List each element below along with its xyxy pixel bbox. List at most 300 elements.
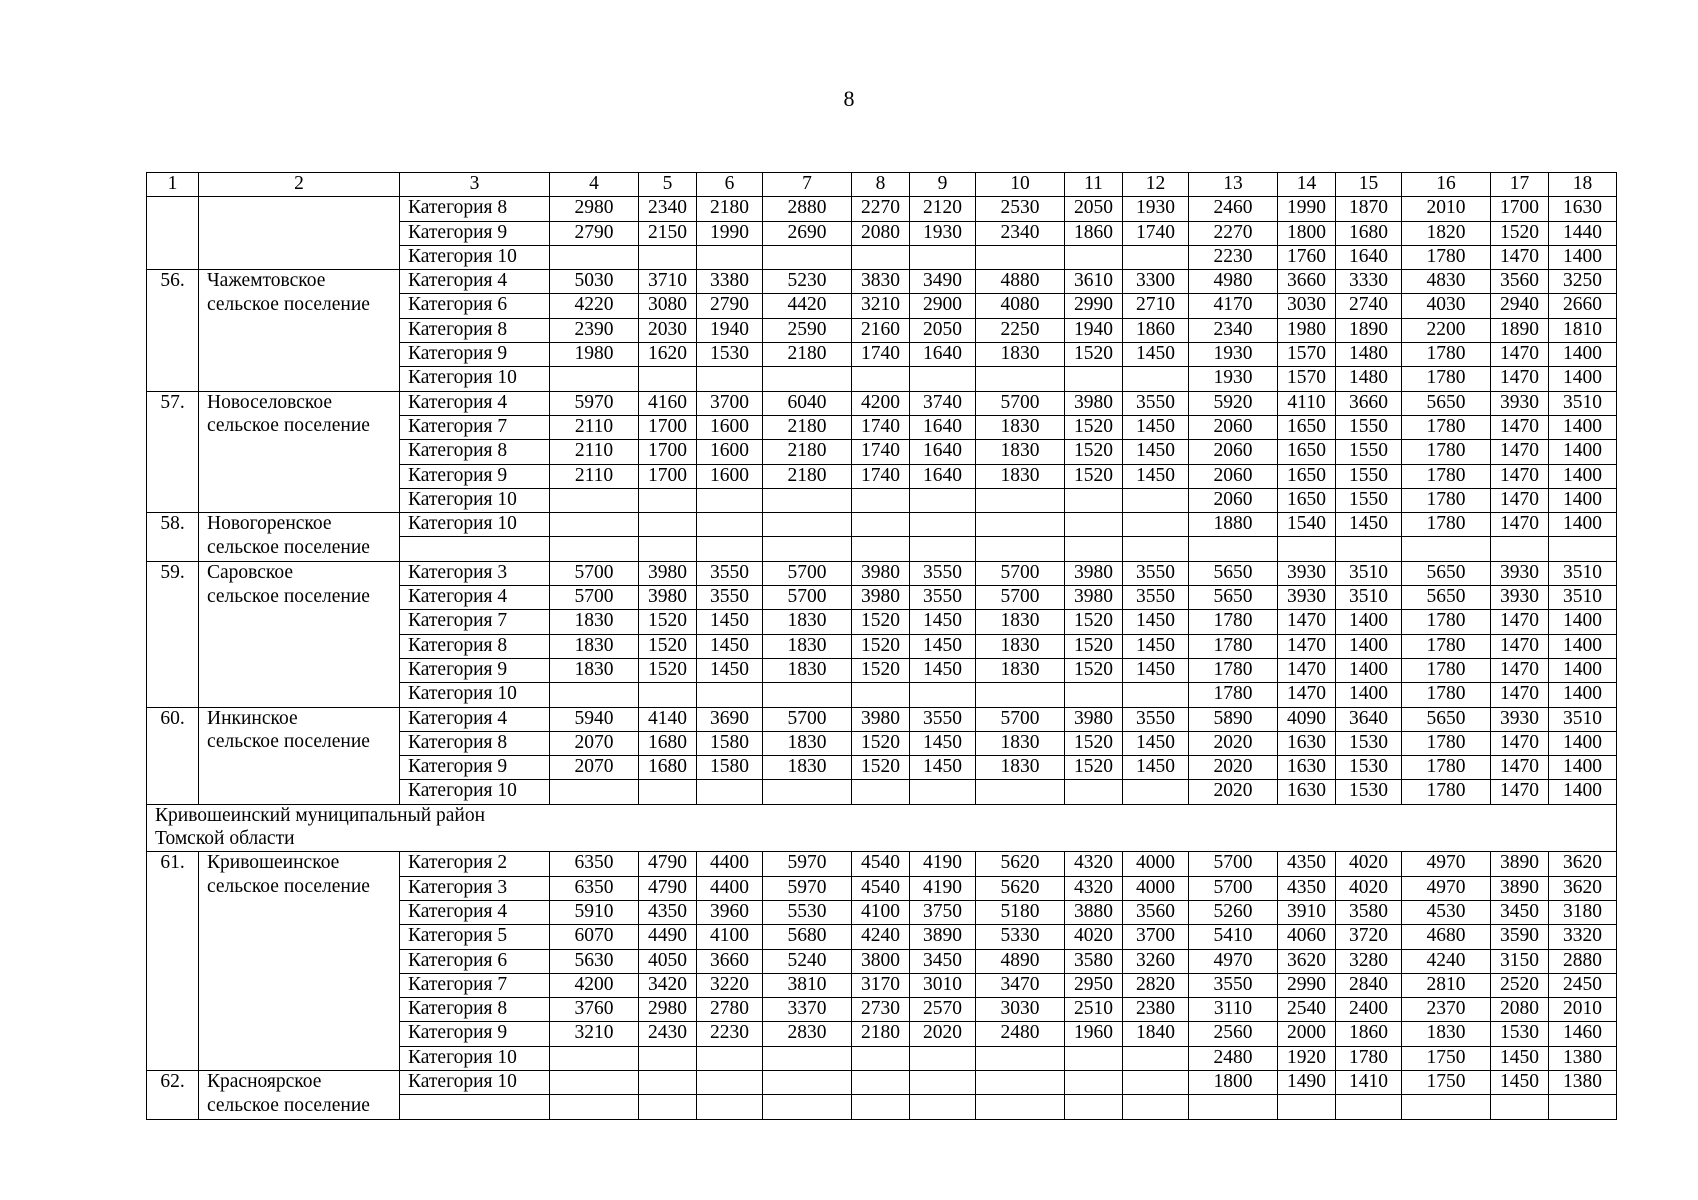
value-cell	[852, 513, 910, 537]
value-cell: 2590	[763, 318, 852, 342]
value-cell: 2070	[550, 756, 639, 780]
category-label: Категория 8	[400, 998, 550, 1022]
value-cell: 5530	[763, 900, 852, 924]
row-number	[147, 949, 199, 973]
row-number: 62.	[147, 1070, 199, 1094]
table-row	[147, 513, 1617, 537]
value-cell: 1440	[1549, 221, 1617, 245]
value-cell	[697, 245, 763, 269]
value-cell: 1520	[852, 634, 910, 658]
value-cell: 3890	[1491, 852, 1549, 876]
region-title: Кривошеинский муниципальный район	[147, 804, 1617, 828]
value-cell: 1450	[910, 634, 976, 658]
table-row	[147, 900, 1617, 924]
category-label: Категория 10	[400, 1046, 550, 1070]
category-label: Категория 4	[400, 707, 550, 731]
value-cell: 1400	[1549, 488, 1617, 512]
value-cell: 3450	[910, 949, 976, 973]
value-cell: 5700	[763, 586, 852, 610]
page-number: 8	[843, 86, 855, 111]
value-cell	[550, 488, 639, 512]
value-cell: 1640	[910, 464, 976, 488]
row-number	[147, 658, 199, 682]
value-cell: 3510	[1549, 707, 1617, 731]
value-cell: 1530	[1336, 780, 1402, 804]
value-cell: 1830	[976, 440, 1065, 464]
settlement-name	[199, 221, 400, 245]
value-cell: 2180	[763, 464, 852, 488]
value-cell: 2070	[550, 731, 639, 755]
value-cell: 1400	[1549, 367, 1617, 391]
value-cell: 3640	[1336, 707, 1402, 731]
value-cell: 3550	[1123, 586, 1189, 610]
value-cell: 1470	[1491, 513, 1549, 537]
value-cell: 1470	[1491, 415, 1549, 439]
value-cell: 1780	[1402, 780, 1491, 804]
value-cell	[1065, 1095, 1123, 1119]
table-row	[147, 876, 1617, 900]
settlement-name: Инкинское	[199, 707, 400, 731]
table-row	[147, 780, 1617, 804]
value-cell: 1830	[550, 634, 639, 658]
category-label: Категория 9	[400, 464, 550, 488]
value-cell	[976, 683, 1065, 707]
settlement-name	[199, 343, 400, 367]
value-cell: 3660	[1336, 391, 1402, 415]
settlement-name	[199, 634, 400, 658]
row-number	[147, 318, 199, 342]
value-cell: 4970	[1189, 949, 1278, 973]
value-cell: 1860	[1336, 1022, 1402, 1046]
value-cell: 2560	[1189, 1022, 1278, 1046]
value-cell: 4140	[639, 707, 697, 731]
value-cell: 2380	[1123, 998, 1189, 1022]
value-cell	[697, 683, 763, 707]
row-number	[147, 294, 199, 318]
value-cell: 3150	[1491, 949, 1549, 973]
value-cell: 3760	[550, 998, 639, 1022]
table-row	[147, 949, 1617, 973]
category-label: Категория 10	[400, 513, 550, 537]
value-cell: 1830	[763, 756, 852, 780]
value-cell	[910, 245, 976, 269]
table-row	[147, 488, 1617, 512]
value-cell: 3620	[1549, 876, 1617, 900]
category-label: Категория 10	[400, 488, 550, 512]
settlement-name	[199, 658, 400, 682]
value-cell	[1549, 537, 1617, 561]
settlement-name	[199, 756, 400, 780]
table-row	[147, 343, 1617, 367]
value-cell: 1800	[1278, 221, 1336, 245]
value-cell: 2880	[763, 197, 852, 221]
row-number: 58.	[147, 513, 199, 537]
value-cell	[550, 1095, 639, 1119]
table-row	[147, 658, 1617, 682]
value-cell: 1620	[639, 343, 697, 367]
value-cell: 1990	[1278, 197, 1336, 221]
value-cell: 3250	[1549, 270, 1617, 294]
category-label: Категория 4	[400, 391, 550, 415]
value-cell	[910, 367, 976, 391]
value-cell	[763, 367, 852, 391]
value-cell: 3080	[639, 294, 697, 318]
value-cell: 4030	[1402, 294, 1491, 318]
value-cell	[852, 245, 910, 269]
value-cell: 5260	[1189, 900, 1278, 924]
value-cell: 2060	[1189, 415, 1278, 439]
table-row	[147, 440, 1617, 464]
value-cell	[976, 245, 1065, 269]
value-cell: 4530	[1402, 900, 1491, 924]
value-cell	[1189, 1095, 1278, 1119]
value-cell: 1930	[910, 221, 976, 245]
value-cell	[910, 1046, 976, 1070]
value-cell: 3170	[852, 973, 910, 997]
value-cell: 1470	[1491, 658, 1549, 682]
value-cell: 4540	[852, 852, 910, 876]
value-cell	[763, 513, 852, 537]
settlement-name	[199, 440, 400, 464]
value-cell: 5650	[1402, 391, 1491, 415]
value-cell: 4790	[639, 852, 697, 876]
row-number	[147, 998, 199, 1022]
table-row	[147, 197, 1617, 221]
category-label: Категория 9	[400, 1022, 550, 1046]
value-cell: 1890	[1336, 318, 1402, 342]
value-cell: 3660	[697, 949, 763, 973]
value-cell: 1890	[1491, 318, 1549, 342]
value-cell: 4170	[1189, 294, 1278, 318]
value-cell	[639, 367, 697, 391]
value-cell: 1650	[1278, 415, 1336, 439]
value-cell: 1780	[1402, 415, 1491, 439]
value-cell	[639, 488, 697, 512]
value-cell: 2530	[976, 197, 1065, 221]
value-cell: 3700	[697, 391, 763, 415]
table-row	[147, 318, 1617, 342]
value-cell: 4540	[852, 876, 910, 900]
settlement-name	[199, 949, 400, 973]
value-cell: 1780	[1402, 634, 1491, 658]
region-section	[147, 804, 1617, 852]
value-cell: 1830	[976, 658, 1065, 682]
table-row	[147, 245, 1617, 269]
value-cell: 3610	[1065, 270, 1123, 294]
category-label: Категория 7	[400, 610, 550, 634]
value-cell: 5240	[763, 949, 852, 973]
value-cell: 4400	[697, 852, 763, 876]
value-cell: 6350	[550, 876, 639, 900]
value-cell	[1123, 1070, 1189, 1094]
value-cell: 5620	[976, 852, 1065, 876]
value-cell: 1470	[1491, 440, 1549, 464]
value-cell: 1930	[1189, 343, 1278, 367]
value-cell: 3620	[1549, 852, 1617, 876]
value-cell	[976, 780, 1065, 804]
value-cell: 2520	[1491, 973, 1549, 997]
value-cell: 3550	[910, 586, 976, 610]
category-label: Категория 10	[400, 367, 550, 391]
value-cell: 1470	[1278, 658, 1336, 682]
column-number-10: 10	[976, 173, 1065, 197]
value-cell	[1402, 1095, 1491, 1119]
value-cell: 2480	[1189, 1046, 1278, 1070]
value-cell: 1640	[910, 440, 976, 464]
value-cell: 1400	[1549, 634, 1617, 658]
value-cell: 3550	[697, 561, 763, 585]
value-cell	[910, 488, 976, 512]
value-cell: 3370	[763, 998, 852, 1022]
category-label: Категория 6	[400, 294, 550, 318]
value-cell: 3550	[1123, 391, 1189, 415]
settlement-group	[147, 270, 1617, 391]
value-cell	[852, 1046, 910, 1070]
value-cell: 1570	[1278, 343, 1336, 367]
value-cell	[976, 537, 1065, 561]
value-cell: 1550	[1336, 440, 1402, 464]
value-cell	[1123, 683, 1189, 707]
value-cell: 3550	[697, 586, 763, 610]
value-cell: 4970	[1402, 852, 1491, 876]
value-cell: 2270	[1189, 221, 1278, 245]
value-cell	[852, 683, 910, 707]
value-cell	[763, 1070, 852, 1094]
value-cell	[852, 1070, 910, 1094]
value-cell: 3210	[550, 1022, 639, 1046]
value-cell: 3030	[1278, 294, 1336, 318]
settlement-name	[199, 925, 400, 949]
value-cell: 1400	[1336, 683, 1402, 707]
value-cell: 3980	[639, 586, 697, 610]
value-cell	[1065, 245, 1123, 269]
row-number	[147, 731, 199, 755]
value-cell: 4190	[910, 876, 976, 900]
column-number-9: 9	[910, 173, 976, 197]
value-cell: 4050	[639, 949, 697, 973]
row-number	[147, 197, 199, 221]
value-cell	[763, 488, 852, 512]
value-cell: 1830	[976, 731, 1065, 755]
category-label: Категория 3	[400, 876, 550, 900]
value-cell: 1830	[763, 731, 852, 755]
value-cell: 3380	[697, 270, 763, 294]
row-number	[147, 973, 199, 997]
value-cell: 1450	[1123, 464, 1189, 488]
value-cell	[976, 1046, 1065, 1070]
category-label: Категория 9	[400, 343, 550, 367]
value-cell: 1780	[1336, 1046, 1402, 1070]
value-cell	[550, 245, 639, 269]
value-cell: 1450	[910, 731, 976, 755]
value-cell: 4240	[1402, 949, 1491, 973]
value-cell: 2820	[1123, 973, 1189, 997]
value-cell: 1520	[1065, 415, 1123, 439]
row-number	[147, 245, 199, 269]
value-cell: 5700	[1189, 876, 1278, 900]
value-cell: 3510	[1549, 391, 1617, 415]
settlement-name	[199, 318, 400, 342]
value-cell: 2010	[1402, 197, 1491, 221]
value-cell: 1780	[1402, 756, 1491, 780]
value-cell: 1470	[1278, 610, 1336, 634]
table-row	[147, 561, 1617, 585]
value-cell: 3030	[976, 998, 1065, 1022]
value-cell: 1470	[1491, 731, 1549, 755]
value-cell: 5630	[550, 949, 639, 973]
value-cell: 1780	[1402, 731, 1491, 755]
value-cell	[639, 1046, 697, 1070]
value-cell: 3510	[1549, 586, 1617, 610]
category-label: Категория 10	[400, 1070, 550, 1094]
settlement-name: сельское поселение	[199, 1095, 400, 1119]
value-cell	[639, 683, 697, 707]
value-cell: 1450	[1123, 415, 1189, 439]
row-number	[147, 1095, 199, 1119]
row-number: 56.	[147, 270, 199, 294]
value-cell: 1520	[1065, 464, 1123, 488]
row-number	[147, 634, 199, 658]
value-cell: 1830	[976, 415, 1065, 439]
value-cell: 1700	[639, 415, 697, 439]
value-cell: 1830	[1402, 1022, 1491, 1046]
column-number-12: 12	[1123, 173, 1189, 197]
value-cell	[1065, 367, 1123, 391]
value-cell	[1336, 537, 1402, 561]
value-cell: 1530	[1491, 1022, 1549, 1046]
value-cell: 1450	[1123, 440, 1189, 464]
value-cell	[550, 780, 639, 804]
value-cell: 1630	[1278, 731, 1336, 755]
value-cell: 1580	[697, 731, 763, 755]
value-cell: 1520	[852, 731, 910, 755]
category-label: Категория 7	[400, 973, 550, 997]
value-cell: 5650	[1402, 707, 1491, 731]
row-number	[147, 1022, 199, 1046]
value-cell: 1740	[852, 440, 910, 464]
table-row	[147, 1070, 1617, 1094]
value-cell	[1278, 1095, 1336, 1119]
value-cell: 2030	[639, 318, 697, 342]
value-cell	[1336, 1095, 1402, 1119]
value-cell	[1491, 537, 1549, 561]
value-cell: 3830	[852, 270, 910, 294]
value-cell: 2110	[550, 464, 639, 488]
value-cell: 4020	[1065, 925, 1123, 949]
value-cell	[550, 537, 639, 561]
value-cell: 6040	[763, 391, 852, 415]
value-cell: 1980	[550, 343, 639, 367]
value-cell: 4890	[976, 949, 1065, 973]
settlement-name	[199, 464, 400, 488]
value-cell: 1750	[1402, 1046, 1491, 1070]
value-cell: 1450	[697, 610, 763, 634]
value-cell: 5700	[976, 561, 1065, 585]
value-cell: 2250	[976, 318, 1065, 342]
value-cell: 2020	[1189, 780, 1278, 804]
settlement-name	[199, 973, 400, 997]
column-number-5: 5	[639, 173, 697, 197]
value-cell: 2340	[1189, 318, 1278, 342]
row-number	[147, 900, 199, 924]
table-row	[147, 683, 1617, 707]
category-label: Категория 8	[400, 731, 550, 755]
value-cell: 2150	[639, 221, 697, 245]
value-cell: 3220	[697, 973, 763, 997]
value-cell	[976, 488, 1065, 512]
value-cell	[910, 683, 976, 707]
value-cell: 2010	[1549, 998, 1617, 1022]
value-cell: 3930	[1491, 561, 1549, 585]
value-cell	[763, 1095, 852, 1119]
value-cell	[697, 1070, 763, 1094]
column-number-18: 18	[1549, 173, 1617, 197]
settlement-name: Кривошеинское	[199, 852, 400, 876]
value-cell: 5700	[976, 391, 1065, 415]
value-cell: 2990	[1278, 973, 1336, 997]
value-cell: 1520	[1065, 610, 1123, 634]
value-cell: 2180	[697, 197, 763, 221]
value-cell: 1600	[697, 440, 763, 464]
category-label: Категория 4	[400, 900, 550, 924]
value-cell: 3260	[1123, 949, 1189, 973]
value-cell: 3980	[1065, 561, 1123, 585]
table-row	[147, 294, 1617, 318]
tariff-table	[146, 172, 1617, 1120]
column-number-14: 14	[1278, 173, 1336, 197]
settlement-name: сельское поселение	[199, 876, 400, 900]
value-cell: 1450	[910, 610, 976, 634]
value-cell: 4420	[763, 294, 852, 318]
value-cell	[910, 537, 976, 561]
value-cell	[550, 1070, 639, 1094]
value-cell: 3300	[1123, 270, 1189, 294]
table-row	[147, 586, 1617, 610]
category-label: Категория 3	[400, 561, 550, 585]
value-cell: 1840	[1123, 1022, 1189, 1046]
value-cell: 1700	[639, 464, 697, 488]
value-cell: 1680	[639, 756, 697, 780]
settlement-name	[199, 610, 400, 634]
value-cell: 4000	[1123, 852, 1189, 876]
value-cell	[1549, 1095, 1617, 1119]
value-cell: 1830	[763, 610, 852, 634]
value-cell: 3620	[1278, 949, 1336, 973]
value-cell: 2570	[910, 998, 976, 1022]
value-cell: 1650	[1278, 464, 1336, 488]
value-cell: 2740	[1336, 294, 1402, 318]
value-cell: 2460	[1189, 197, 1278, 221]
value-cell: 4160	[639, 391, 697, 415]
value-cell: 4200	[852, 391, 910, 415]
value-cell: 2790	[697, 294, 763, 318]
category-label: Категория 4	[400, 586, 550, 610]
value-cell: 1400	[1549, 464, 1617, 488]
column-number-2: 2	[199, 173, 400, 197]
value-cell: 2540	[1278, 998, 1336, 1022]
value-cell: 2790	[550, 221, 639, 245]
value-cell: 2430	[639, 1022, 697, 1046]
value-cell	[763, 1046, 852, 1070]
value-cell: 2980	[639, 998, 697, 1022]
value-cell: 3890	[1491, 876, 1549, 900]
value-cell: 4000	[1123, 876, 1189, 900]
settlement-name	[199, 683, 400, 707]
category-label	[400, 1095, 550, 1119]
value-cell	[763, 245, 852, 269]
column-number-8: 8	[852, 173, 910, 197]
value-cell	[910, 513, 976, 537]
